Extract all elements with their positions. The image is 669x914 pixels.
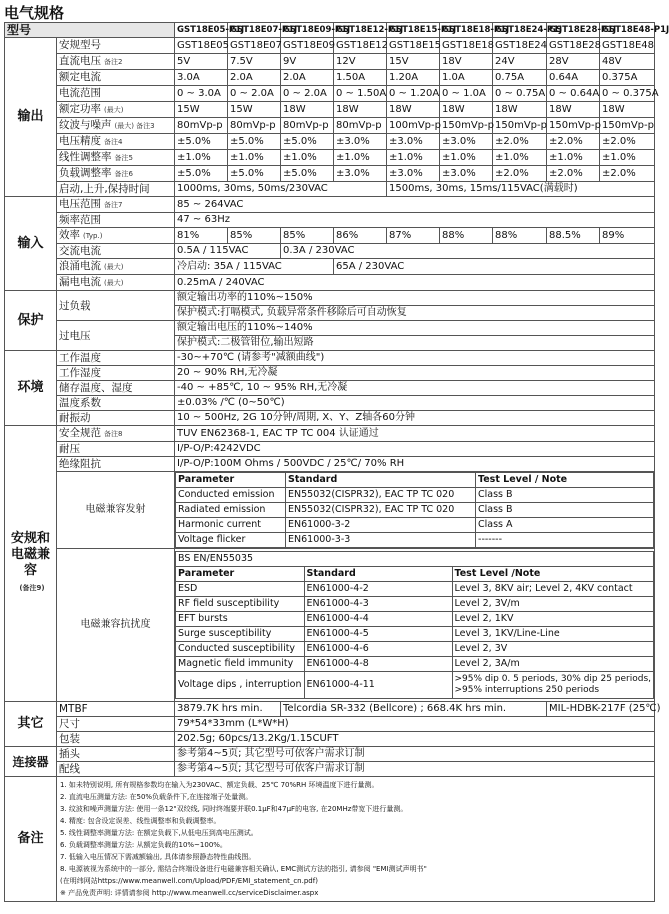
row-label: 工作湿度 (57, 366, 175, 381)
emission-row (176, 488, 654, 503)
output-row (5, 54, 655, 70)
row-label: 过电压 (57, 321, 175, 351)
output-value: ±3.0% (387, 134, 440, 150)
emission-row (176, 533, 654, 548)
output-value: 1.20A (387, 70, 440, 86)
emission-row (5, 472, 655, 549)
note-line: 4. 精度: 包含设定误差、线性调整率和负载调整率。 (60, 817, 221, 825)
immunity-base-cell: BS EN/EN55035 (176, 552, 654, 567)
row-label: 绝缘阻抗 (57, 457, 175, 472)
immunity-header-cell: Standard (304, 567, 452, 582)
output-value: 2.0A (281, 70, 334, 86)
output-value: ±2.0% (493, 166, 547, 182)
output-value: GST18E05 (175, 38, 228, 54)
row-label: 启动,上升,保持时间 (57, 182, 175, 197)
emission-row (176, 518, 654, 533)
output-row (5, 150, 655, 166)
immunity-row (176, 642, 654, 657)
output-value: 150mVp-p (440, 118, 493, 134)
input-row (5, 259, 655, 275)
model-name: GST18E28-P1J (547, 23, 600, 38)
note-line: (在明纬网站https://www.meanwell.com/Upload/PDF/EMI_statement_cn.pdf) (60, 877, 318, 885)
output-value: ±1.0% (334, 150, 387, 166)
env-row (5, 366, 655, 381)
env-row (5, 411, 655, 426)
output-value: ±2.0% (600, 166, 655, 182)
model-name: GST18E24-P1J (493, 23, 547, 38)
row-label: 电压精度 备注4 (57, 134, 175, 150)
safety-row (5, 426, 655, 442)
output-value: 24V (493, 54, 547, 70)
output-value: 12V (334, 54, 387, 70)
output-value: ±1.0% (547, 150, 600, 166)
note-line: ※ 产品免责声明: 详情请参阅 http://www.meanwell.cc/serviceDisclaimer.aspx (60, 889, 319, 897)
output-row (5, 86, 655, 102)
output-value: ±2.0% (547, 166, 600, 182)
notes-block (57, 777, 655, 902)
emission-label: 电磁兼容发射 (57, 472, 175, 549)
immunity-cell: Level 3, 8KV air; Level 2, 4KV contact (452, 582, 654, 597)
output-value: 0.75A (493, 70, 547, 86)
output-value: 48V (600, 54, 655, 70)
model-name: GST18E48-P1J (600, 23, 655, 38)
emission-cell: Harmonic current (176, 518, 286, 533)
page-title: 电气规格 (4, 4, 65, 22)
emission-cell: Class B (476, 503, 654, 518)
output-value: 18W (547, 102, 600, 118)
eff-value: 87% (387, 228, 440, 244)
note-line: 6. 负载调整率测量方法: 从额定负载的10%~100%。 (60, 841, 227, 849)
row-value: 保护模式:二极管钳位,输出短路 (175, 336, 655, 351)
immunity-row (176, 657, 654, 672)
row-label: 过负载 (57, 291, 175, 321)
note-line: 1. 如未特别说明, 所有规格参数均在输入为230VAC、额定负载、25℃ 70%RH 环境温度下进行量测。 (60, 781, 379, 789)
immunity-cell: EN61000-4-8 (304, 657, 452, 672)
emission-cell: EN61000-3-3 (286, 533, 476, 548)
row-value: 202.5g; 60pcs/13.2Kg/1.15CUFT (175, 732, 655, 747)
output-value: ±1.0% (493, 150, 547, 166)
row-value: 79*54*33mm (L*W*H) (175, 717, 655, 732)
emission-cell: EN55032(CISPR32), EAC TP TC 020 (286, 503, 476, 518)
output-value: 80mVp-p (175, 118, 228, 134)
output-value: GST18E48 (600, 38, 655, 54)
immunity-cell: Level 2, 3V (452, 642, 654, 657)
safety-row (5, 442, 655, 457)
immunity-row (176, 582, 654, 597)
note-line: 2. 直流电压测量方法: 在50%负载条件下,在连接端子处量测。 (60, 793, 253, 801)
immunity-cell: EN61000-4-11 (304, 672, 452, 699)
row-value: -30~+70℃ (请参考"减额曲线") (175, 351, 655, 366)
immunity-cell: Conducted susceptibility (176, 642, 305, 657)
section-input: 输入 (5, 197, 57, 291)
section-safety-emc: 安规和电磁兼容 (备注9) (5, 426, 57, 702)
emission-cell: EN61000-3-2 (286, 518, 476, 533)
output-value: 15W (175, 102, 228, 118)
env-row (5, 381, 655, 396)
immunity-header-cell: Parameter (176, 567, 305, 582)
emission-header-cell: Standard (286, 473, 476, 488)
output-value: ±1.0% (281, 150, 334, 166)
row-value: TUV EN62368-1, EAC TP TC 004 认证通过 (175, 426, 655, 442)
output-value: ±3.0% (334, 134, 387, 150)
output-value: ±3.0% (387, 166, 440, 182)
output-value: GST18E15 (387, 38, 440, 54)
output-value: ±2.0% (493, 134, 547, 150)
row-label: 直流电压 备注2 (57, 54, 175, 70)
output-value: ±1.0% (600, 150, 655, 166)
row-label: 包装 (57, 732, 175, 747)
emission-cell: Class B (476, 488, 654, 503)
output-value: ±3.0% (440, 134, 493, 150)
output-value: 18W (440, 102, 493, 118)
output-value: 150mVp-p (600, 118, 655, 134)
model-header-row (5, 23, 655, 38)
row-label: 储存温度、湿度 (57, 381, 175, 396)
note-line: 3. 纹波和噪声测量方法: 使用一条12"双绞线, 同时终端要并联0.1μF和47μF的电容, 在20MHz带宽下进行量测。 (60, 805, 408, 813)
row-label: 温度系数 (57, 396, 175, 411)
row-value: 保护模式:打嗝模式, 负载异常条件移除后可自动恢复 (175, 306, 655, 321)
output-value: ±5.0% (228, 166, 281, 182)
output-value: 3.0A (175, 70, 228, 86)
eff-value: 85% (281, 228, 334, 244)
output-value: 0 ~ 3.0A (175, 86, 228, 102)
output-value: 1.50A (334, 70, 387, 86)
row-label: 耐压 (57, 442, 175, 457)
output-value: 80mVp-p (281, 118, 334, 134)
immunity-row (176, 672, 654, 699)
row-value: ±0.03% /℃ (0~50℃) (175, 396, 655, 411)
immunity-cell: Level 3, 1KV/Line-Line (452, 627, 654, 642)
output-value: 18V (440, 54, 493, 70)
row-value: 参考第4~5页; 其它型号可依客户需求订制 (175, 762, 655, 777)
row-value: I/P-O/P:100M Ohms / 500VDC / 25℃/ 70% RH (175, 457, 655, 472)
row-value: 65A / 230VAC (334, 259, 655, 275)
row-value: 85 ~ 264VAC (175, 197, 655, 213)
spec-table (4, 22, 669, 902)
output-row (5, 38, 655, 54)
immunity-header (176, 567, 654, 582)
input-row (5, 228, 655, 244)
eff-value: 88.5% (547, 228, 600, 244)
emission-cell: Conducted emission (176, 488, 286, 503)
output-value: GST18E18 (440, 38, 493, 54)
output-value: 18W (493, 102, 547, 118)
model-name: GST18E09-P1J (281, 23, 334, 38)
emission-cell: Voltage flicker (176, 533, 286, 548)
output-value: 18W (600, 102, 655, 118)
row-value: 额定输出电压的110%~140% (175, 321, 655, 336)
model-name: GST18E05-P1J (175, 23, 228, 38)
model-name: GST18E12-P1J (334, 23, 387, 38)
output-value: ±1.0% (387, 150, 440, 166)
output-row (5, 134, 655, 150)
immunity-row (176, 597, 654, 612)
row-label: 交流电流 (57, 244, 175, 259)
emission-cell: EN55032(CISPR32), EAC TP TC 020 (286, 488, 476, 503)
row-value: 47 ~ 63Hz (175, 213, 655, 228)
section-output: 输出 (5, 38, 57, 197)
immunity-cell: Level 2, 3A/m (452, 657, 654, 672)
input-row (5, 275, 655, 291)
row-label: 负载调整率 备注6 (57, 166, 175, 182)
output-value: ±5.0% (175, 166, 228, 182)
output-value: 0 ~ 0.64A (547, 86, 600, 102)
output-value: ±3.0% (334, 166, 387, 182)
immunity-cell: Level 2, 3V/m (452, 597, 654, 612)
immunity-cell: Voltage dips , interruption (176, 672, 305, 699)
section-notes: 备注 (5, 777, 57, 902)
row-value: I/P-O/P:4242VDC (175, 442, 655, 457)
row-label: 安规型号 (57, 38, 175, 54)
row-value: MIL-HDBK-217F (25℃) (547, 702, 655, 717)
output-value: 0 ~ 1.20A (387, 86, 440, 102)
protection-row (5, 291, 655, 306)
output-value: 5V (175, 54, 228, 70)
output-value: ±5.0% (281, 134, 334, 150)
row-value: 20 ~ 90% RH,无冷凝 (175, 366, 655, 381)
others-row (5, 732, 655, 747)
output-value: 80mVp-p (334, 118, 387, 134)
row-value: 1000ms, 30ms, 50ms/230VAC (175, 182, 387, 197)
others-row (5, 717, 655, 732)
eff-value: 86% (334, 228, 387, 244)
row-label: MTBF (57, 702, 175, 717)
immunity-row (176, 627, 654, 642)
row-label: 配线 (57, 762, 175, 777)
output-section (5, 38, 659, 197)
immunity-cell: Level 2, 1KV (452, 612, 654, 627)
emission-table (175, 472, 654, 548)
output-value: 0 ~ 1.0A (440, 86, 493, 102)
row-label: 纹波与噪声 (最大) 备注3 (57, 118, 175, 134)
eff-value: 85% (228, 228, 281, 244)
emission-cell: Radiated emission (176, 503, 286, 518)
emission-header (176, 473, 654, 488)
output-value: ±2.0% (600, 134, 655, 150)
immunity-row (5, 549, 655, 702)
immunity-cell: ESD (176, 582, 305, 597)
row-value: 3879.7K hrs min. (175, 702, 281, 717)
others-row (5, 702, 655, 717)
output-value: 18W (334, 102, 387, 118)
immunity-cell: Magnetic field immunity (176, 657, 305, 672)
immunity-cell: EN61000-4-2 (304, 582, 452, 597)
eff-value: 88% (493, 228, 547, 244)
notes-row (5, 777, 655, 902)
output-value: ±1.0% (440, 150, 493, 166)
output-value: ±1.0% (228, 150, 281, 166)
immunity-row (176, 612, 654, 627)
output-value: 18W (387, 102, 440, 118)
output-value: 0 ~ 2.0A (228, 86, 281, 102)
emission-row (176, 503, 654, 518)
input-row (5, 197, 655, 213)
input-row (5, 244, 655, 259)
immunity-label: 电磁兼容抗扰度 (57, 549, 175, 702)
output-value: 150mVp-p (493, 118, 547, 134)
output-value: GST18E12 (334, 38, 387, 54)
output-value: GST18E28 (547, 38, 600, 54)
eff-value: 88% (440, 228, 493, 244)
output-value: 9V (281, 54, 334, 70)
row-label: 电流范围 (57, 86, 175, 102)
row-label: 浪涌电流 (最大) (57, 259, 175, 275)
output-row (5, 118, 655, 134)
output-value: 0.64A (547, 70, 600, 86)
immunity-cell: EFT bursts (176, 612, 305, 627)
row-label: 工作温度 (57, 351, 175, 366)
output-value: 7.5V (228, 54, 281, 70)
output-value: 15V (387, 54, 440, 70)
output-value: 0 ~ 0.75A (493, 86, 547, 102)
output-value: 18W (281, 102, 334, 118)
row-value: 额定输出功率的110%~150% (175, 291, 655, 306)
output-value: 150mVp-p (547, 118, 600, 134)
immunity-cell (175, 549, 655, 702)
immunity-header-cell: Test Level /Note (452, 567, 654, 582)
output-value: ±2.0% (547, 134, 600, 150)
output-value: GST18E07 (228, 38, 281, 54)
emission-cell: Class A (476, 518, 654, 533)
input-row (5, 213, 655, 228)
row-label: 线性调整率 备注5 (57, 150, 175, 166)
env-row (5, 351, 655, 366)
row-value: 0.3A / 230VAC (281, 244, 655, 259)
output-value: 15W (228, 102, 281, 118)
row-label: 漏电电流 (最大) (57, 275, 175, 291)
immunity-cell: >95% dip 0. 5 periods, 30% dip 25 periods, >95% interruptions 250 periods (452, 672, 654, 699)
protection-row (5, 321, 655, 336)
output-value: ±3.0% (440, 166, 493, 182)
immunity-base (176, 552, 654, 567)
immunity-cell: Surge susceptibility (176, 627, 305, 642)
output-value: 2.0A (228, 70, 281, 86)
output-row (5, 166, 655, 182)
output-value: ±5.0% (228, 134, 281, 150)
section-others: 其它 (5, 702, 57, 747)
note-line: 5. 线性调整率测量方法: 在额定负载下,从低电压到高电压测试。 (60, 829, 258, 837)
model-label: 型号 (5, 23, 175, 38)
output-row (5, 70, 655, 86)
row-value: 冷启动: 35A / 115VAC (175, 259, 334, 275)
row-label: 额定电流 (57, 70, 175, 86)
row-label: 插头 (57, 747, 175, 762)
row-label: 频率范围 (57, 213, 175, 228)
row-value: Telcordia SR-332 (Bellcore) ; 668.4K hrs min. (281, 702, 547, 717)
row-value: 参考第4~5页; 其它型号可依客户需求订制 (175, 747, 655, 762)
note-line: 8. 电源被视为系统中的一部分, 需结合终端设备进行电磁兼容相关确认, EMC测试方法的指引, 请参阅 "EMI测试声明书" (60, 865, 427, 873)
output-value: 0 ~ 2.0A (281, 86, 334, 102)
immunity-cell: RF field susceptibility (176, 597, 305, 612)
note-line: 7. 低输入电压情况下需减额输出, 具体请参照静态特性曲线图。 (60, 853, 256, 861)
section-connector: 连接器 (5, 747, 57, 777)
row-value: -40 ~ +85℃, 10 ~ 95% RH,无冷凝 (175, 381, 655, 396)
row-label: 电压范围 备注7 (57, 197, 175, 213)
connector-row (5, 747, 655, 762)
row-label: 尺寸 (57, 717, 175, 732)
env-row (5, 396, 655, 411)
output-row (5, 182, 655, 197)
output-value: 28V (547, 54, 600, 70)
eff-value: 81% (175, 228, 228, 244)
output-value: ±1.0% (175, 150, 228, 166)
immunity-table (175, 551, 654, 699)
output-value: ±5.0% (175, 134, 228, 150)
output-value: ±5.0% (281, 166, 334, 182)
model-name: GST18E18-P1J (440, 23, 493, 38)
immunity-cell: EN61000-4-5 (304, 627, 452, 642)
row-label: 安全规范 备注8 (57, 426, 175, 442)
model-name: GST18E15-P1J (387, 23, 440, 38)
emission-header-cell: Parameter (176, 473, 286, 488)
emission-cell: ------- (476, 533, 654, 548)
output-value: 0.375A (600, 70, 655, 86)
immunity-cell: EN61000-4-6 (304, 642, 452, 657)
output-row (5, 102, 655, 118)
emission-cell (175, 472, 655, 549)
section-protection: 保护 (5, 291, 57, 351)
row-value: 0.5A / 115VAC (175, 244, 281, 259)
output-value: 0 ~ 0.375A (600, 86, 655, 102)
row-label: 效率 (Typ.) (57, 228, 175, 244)
safety-row (5, 457, 655, 472)
row-value: 10 ~ 500Hz, 2G 10分钟/周期, X、Y、Z轴各60分钟 (175, 411, 655, 426)
row-label: 耐振动 (57, 411, 175, 426)
immunity-cell: EN61000-4-3 (304, 597, 452, 612)
eff-value: 89% (600, 228, 655, 244)
output-value: 0 ~ 1.50A (334, 86, 387, 102)
output-value: 80mVp-p (228, 118, 281, 134)
section-environment: 环境 (5, 351, 57, 426)
output-value: 100mVp-p (387, 118, 440, 134)
output-value: GST18E09 (281, 38, 334, 54)
output-value: 1.0A (440, 70, 493, 86)
row-value: 0.25mA / 240VAC (175, 275, 655, 291)
row-label: 额定功率 (最大) (57, 102, 175, 118)
emission-header-cell: Test Level / Note (476, 473, 654, 488)
connector-row (5, 762, 655, 777)
row-value: 1500ms, 30ms, 15ms/115VAC(满载时) (387, 182, 655, 197)
model-name: GST18E07-P1J (228, 23, 281, 38)
immunity-cell: EN61000-4-4 (304, 612, 452, 627)
output-value: GST18E24 (493, 38, 547, 54)
